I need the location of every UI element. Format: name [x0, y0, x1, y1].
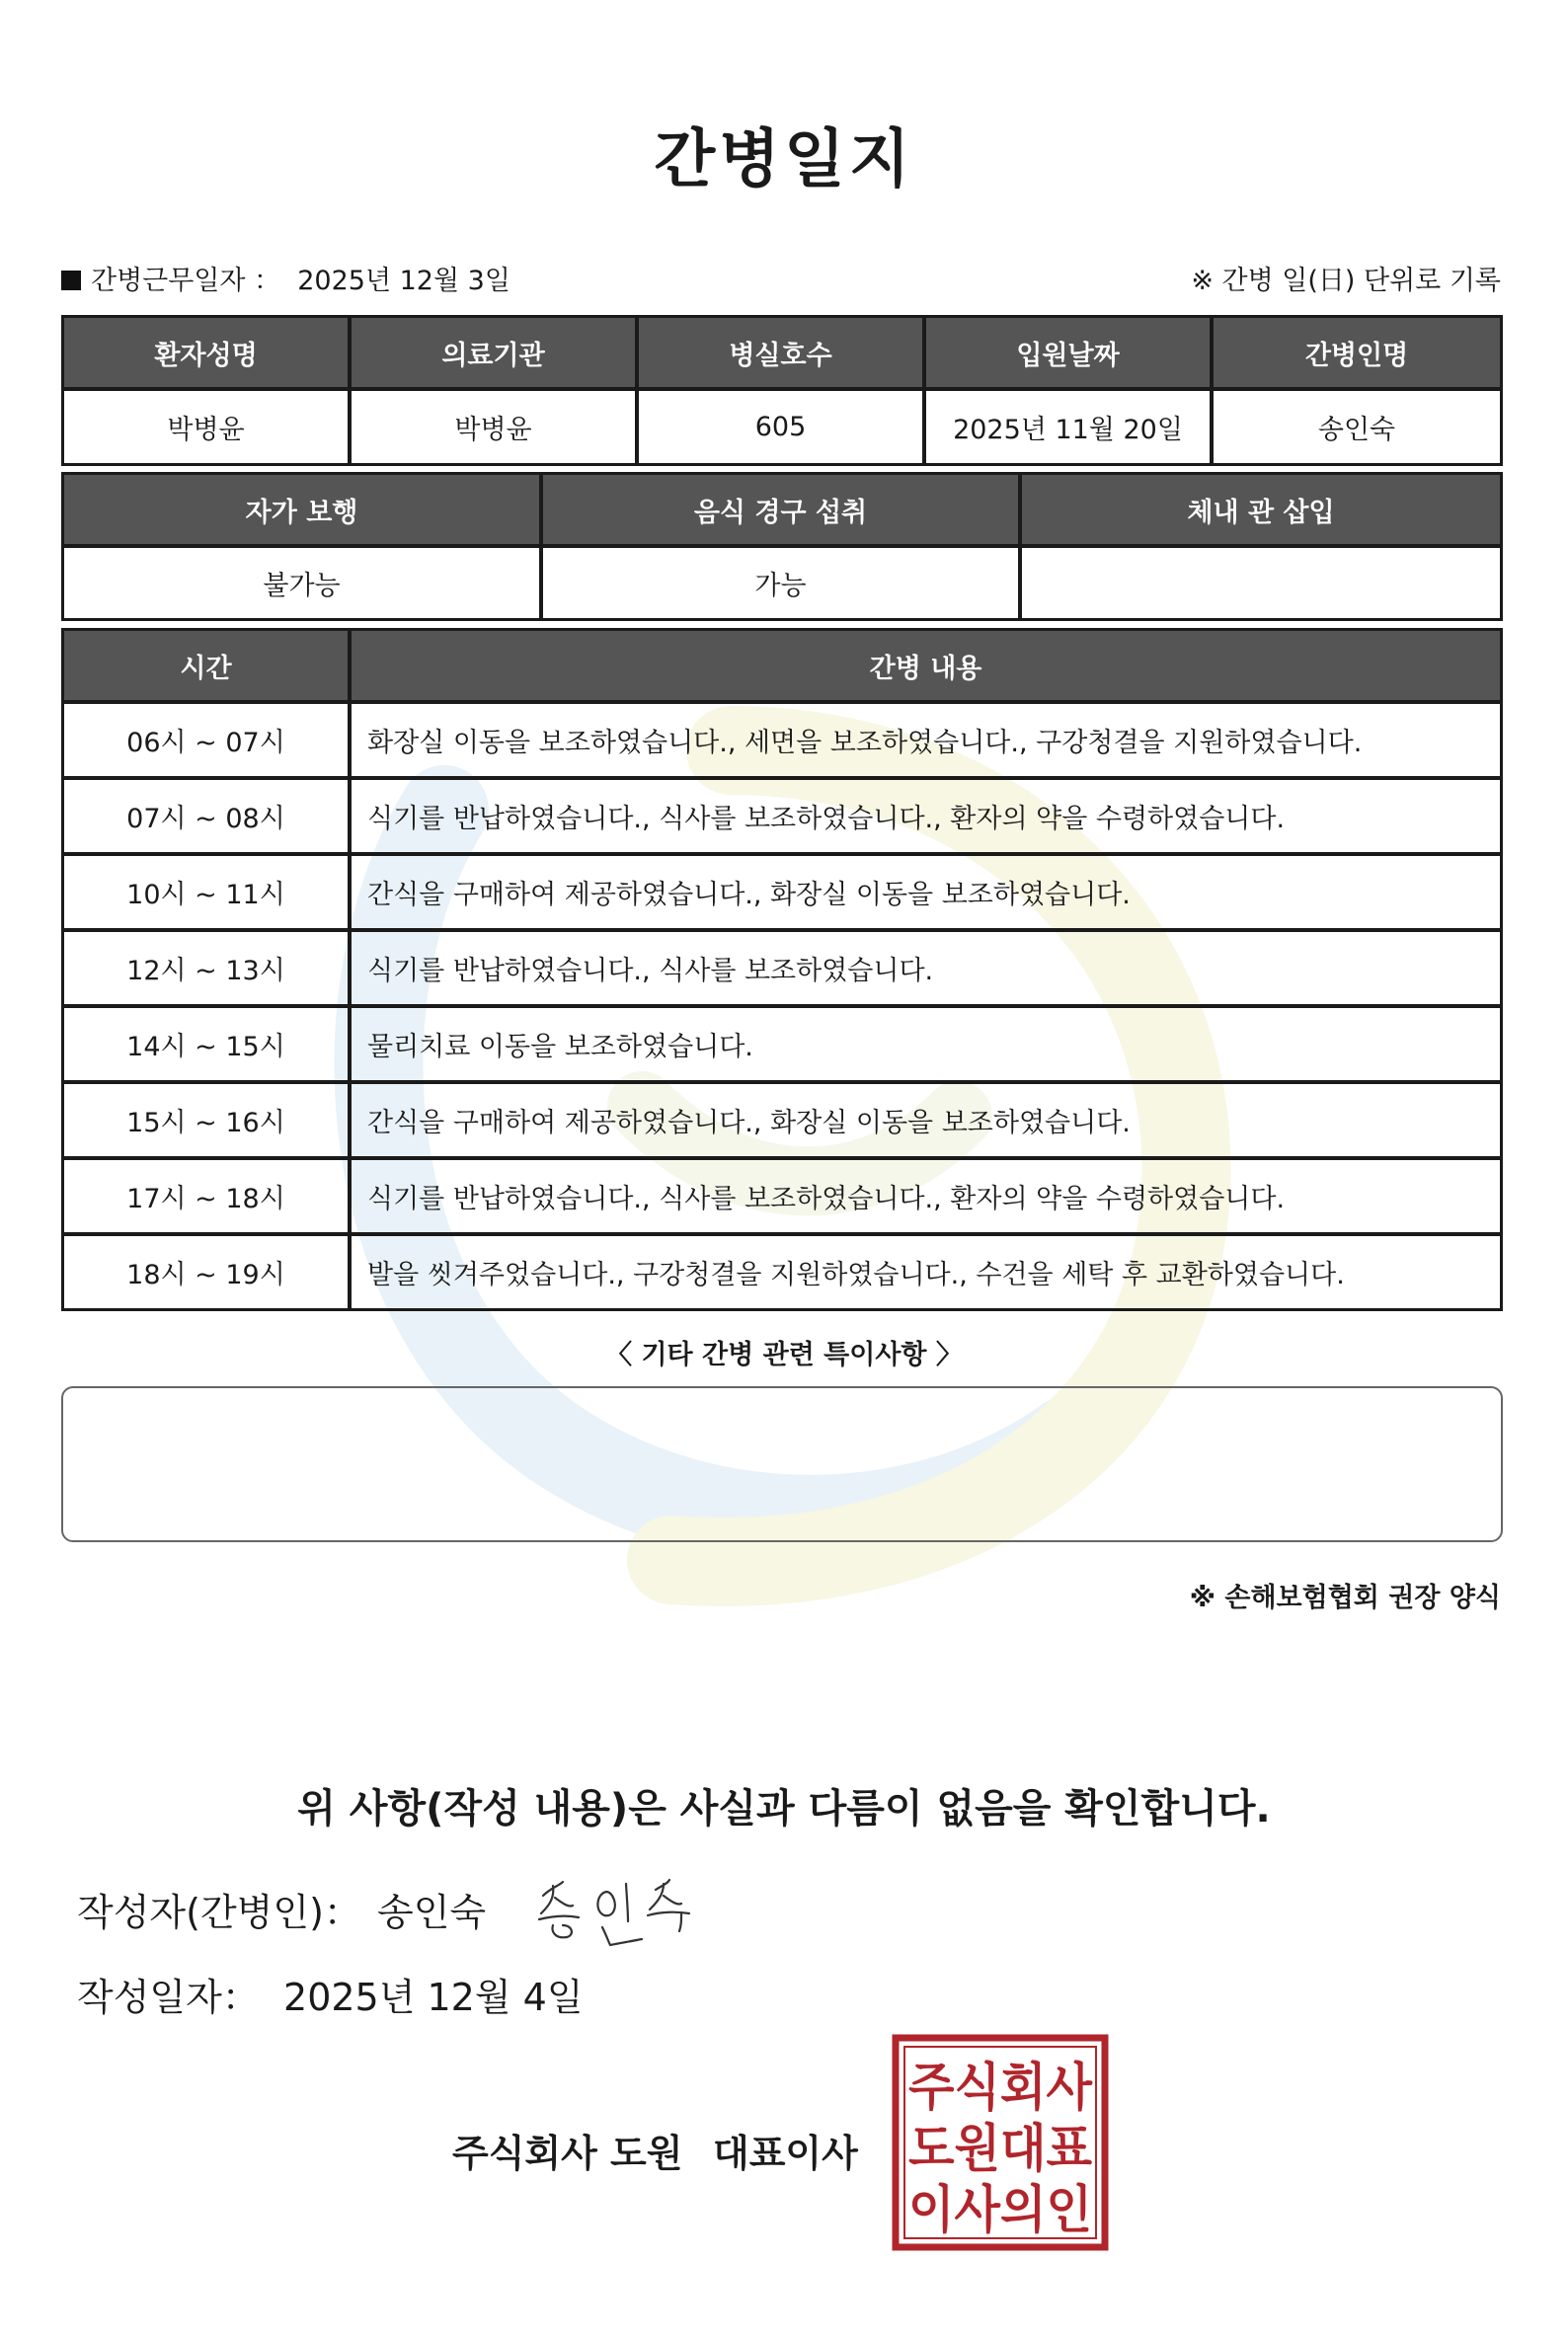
- log-row-time: 07시 ~ 08시: [61, 777, 351, 855]
- company-seal: [892, 2034, 1109, 2251]
- status-value-oral-intake: 가능: [540, 545, 1021, 621]
- log-row-time: 17시 ~ 18시: [61, 1157, 351, 1235]
- info-header-patient: 환자성명: [61, 315, 351, 390]
- unit-note: ※ 간병 일(日) 단위로 기록: [1191, 266, 1501, 296]
- work-date-value: 2025년 12월 3일: [297, 266, 510, 296]
- log-row-time: 10시 ~ 11시: [61, 853, 351, 931]
- work-date-line: [61, 259, 510, 297]
- log-header-content: 간병 내용: [349, 628, 1503, 703]
- log-row-content: 식기를 반납하였습니다., 식사를 보조하였습니다.: [349, 929, 1503, 1007]
- info-value-hospital: 박병윤: [349, 388, 638, 466]
- log-row-content: 화장실 이동을 보조하였습니다., 세면을 보조하였습니다., 구강청결을 지원하였습니다.: [349, 701, 1503, 779]
- info-header-room: 병실호수: [636, 315, 925, 390]
- handwritten-signature: [533, 1866, 711, 1955]
- write-date-line: [77, 1967, 584, 2021]
- status-header-tube: 체내 관 삽입: [1019, 472, 1503, 547]
- log-row-time: 14시 ~ 15시: [61, 1005, 351, 1083]
- log-row-content: 물리치료 이동을 보조하였습니다.: [349, 1005, 1503, 1083]
- info-value-admission: 2025년 11월 20일: [923, 388, 1213, 466]
- info-header-caregiver: 간병인명: [1211, 315, 1503, 390]
- svg-text:주식회사: 주식회사: [908, 2059, 1093, 2118]
- log-row-content: 식기를 반납하였습니다., 식사를 보조하였습니다., 환자의 약을 수령하였습니다.: [349, 777, 1503, 855]
- confirmation-statement: 위 사항(작성 내용)은 사실과 다름이 없음을 확인합니다.: [297, 1786, 1271, 1831]
- log-row-content: 간식을 구매하여 제공하였습니다., 화장실 이동을 보조하였습니다.: [349, 1081, 1503, 1159]
- info-header-admission: 입원날짜: [923, 315, 1213, 390]
- ceo-title: 대표이사: [713, 2132, 858, 2175]
- svg-text:도원대표: 도원대표: [908, 2120, 1092, 2179]
- info-header-hospital: 의료기관: [349, 315, 638, 390]
- status-value-tube: [1019, 545, 1503, 621]
- info-value-patient: 박병윤: [61, 388, 351, 466]
- page-title: 간병일지: [654, 123, 914, 196]
- log-row-time: 06시 ~ 07시: [61, 701, 351, 779]
- status-header-oral-intake: 음식 경구 섭취: [540, 472, 1021, 547]
- log-row-time: 12시 ~ 13시: [61, 929, 351, 1007]
- square-bullet-icon: [61, 271, 81, 290]
- special-notes-box: [61, 1386, 1503, 1542]
- log-row-content: 간식을 구매하여 제공하였습니다., 화장실 이동을 보조하였습니다.: [349, 853, 1503, 931]
- write-date-label: 작성일자：: [77, 1976, 260, 2019]
- info-value-room: 605: [636, 388, 925, 466]
- info-value-caregiver: 송인숙: [1211, 388, 1503, 466]
- log-row-content: 식기를 반납하였습니다., 식사를 보조하였습니다., 환자의 약을 수령하였습니다.: [349, 1157, 1503, 1235]
- form-source-note: ※ 손해보험협회 권장 양식: [1189, 1583, 1501, 1613]
- log-row-time: 18시 ~ 19시: [61, 1233, 351, 1311]
- status-value-walking: 불가능: [61, 545, 542, 621]
- log-header-time: 시간: [61, 628, 351, 703]
- company-name: 주식회사 도원: [452, 2132, 683, 2175]
- status-header-walking: 자가 보행: [61, 472, 542, 547]
- author-label: 작성자(간병인)：: [77, 1891, 361, 1934]
- svg-text:이사의인: 이사의인: [908, 2181, 1092, 2240]
- work-date-label: 간병근무일자 ：: [91, 266, 281, 296]
- log-row-content: 발을 씻겨주었습니다., 구강청결을 지원하였습니다., 수건을 세탁 후 교환하였습니다.: [349, 1233, 1503, 1311]
- write-date-value: 2025년 12월 4일: [283, 1976, 584, 2019]
- special-notes-title: 〈 기타 간병 관련 특이사항 〉: [605, 1340, 963, 1370]
- log-row-time: 15시 ~ 16시: [61, 1081, 351, 1159]
- author-name: 송인숙: [377, 1891, 487, 1934]
